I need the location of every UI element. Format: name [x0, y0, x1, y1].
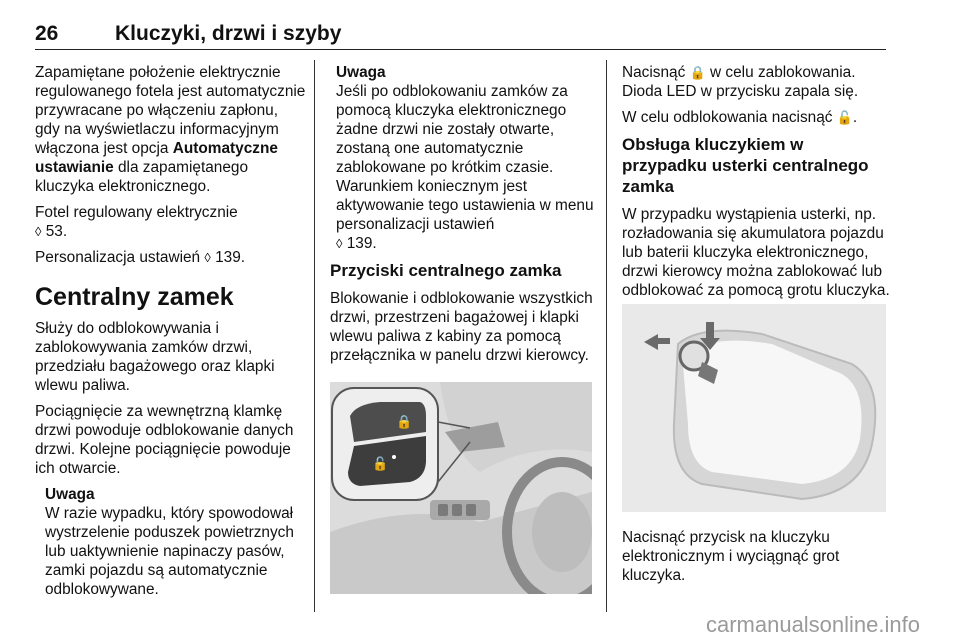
page-ref-link[interactable]: 53. [45, 223, 68, 240]
key-illustration [622, 304, 886, 512]
paragraph-unlock-instruction: W celu odblokowania nacisnąć 🔓. [622, 109, 858, 126]
paragraph-central-lock-buttons: Blokowanie i odblokowanie wszystkich drzwi, przestrzeni bagażowej i klapki wlewu paliwa z kabiny za pomocą przełącznika w panelu drzwi kierowcy. [330, 290, 593, 364]
page-ref-link[interactable]: 139. [346, 235, 377, 252]
page-ref-link[interactable]: 139. [215, 249, 246, 266]
paragraph-purpose: Służy do odblokowywania i zablokowywania zamków drzwi, przedziału bagażowego oraz klapki wlewu paliwa. [35, 320, 275, 394]
setting-name: Automatyczne ustawianie [35, 140, 278, 176]
column-2 [330, 63, 598, 372]
page-ref-icon: ◊ [35, 224, 42, 239]
note-box [35, 485, 307, 599]
paragraph-personalization-ref: Personalizacja ustawień ◊ 139. [35, 249, 246, 266]
header-rule [35, 49, 886, 50]
door-panel-illustration [330, 382, 592, 594]
page-ref-icon: ◊ [336, 236, 343, 251]
paragraph-memory-seat: Zapamiętane położenie elektrycznie regulowanego fotela jest automatycznie przywracane po włączeniu zapłonu, gdy na wyświetlaczu informacyjnym włączona jest opcja Automatyczne ustawianie dla zapamiętanego kluczyka elektronicznego. [35, 64, 306, 195]
key-drawing [622, 304, 886, 512]
section-heading: Centralny zamek [35, 283, 234, 311]
page-number: 26 [35, 22, 59, 45]
note-title: Uwaga [336, 64, 386, 81]
paragraph-key-fault: W przypadku wystąpienia usterki, np. rozładowania się akumulatora pojazdu lub baterii kluczyka elektronicznego, drzwi kierowcy można zablokować lub odblokować za pomocą grotu kluczyka. [622, 206, 890, 299]
column-3-caption [622, 528, 890, 592]
note-text: Jeśli po odblokowaniu zamków za pomocą kluczyka elektronicznego żadne drzwi nie zostały otwarte, zostaną one automatycznie zablokowane po krótkim czasie. Warunkiem koniecznym jest aktywowanie tego ustawienia w menu personalizacji ustawień ◊ 139. [336, 83, 594, 252]
page-header [35, 22, 885, 50]
note-title: Uwaga [45, 486, 95, 503]
column-3 [622, 63, 890, 307]
paragraph-lock-instruction: Nacisnąć 🔒 w celu zablokowania. Dioda LED w przycisku zapala się. [622, 64, 859, 100]
running-title: Kluczyki, drzwi i szyby [115, 22, 342, 45]
note-text: W razie wypadku, który spowodował wystrzelenie poduszek powietrznych lub uaktywnienie napinaczy pasów, zamki pojazdu są automatycznie odblokowywane. [45, 505, 294, 598]
lock-icon: 🔒 [689, 65, 706, 80]
svg-text:🔓: 🔓 [372, 457, 389, 472]
paragraph-seat-ref: Fotel regulowany elektrycznie ◊ 53. [35, 204, 238, 240]
column-divider-1 [314, 60, 315, 612]
svg-text:🔒: 🔒 [396, 415, 413, 430]
door-panel-drawing [330, 382, 592, 594]
column-divider-2 [606, 60, 607, 612]
watermark: carmanualsonline.info [705, 612, 920, 637]
paragraph-key-blade: Nacisnąć przycisk na kluczyku elektronicznym i wyciągnąć grot kluczyka. [622, 529, 840, 584]
page-ref-icon: ◊ [204, 250, 211, 265]
paragraph-door-handle: Pociągnięcie za wewnętrzną klamkę drzwi powoduje odblokowanie danych drzwi. Kolejne pociągnięcie powoduje ich otwarcie. [35, 403, 294, 477]
subsection-heading: Obsługa kluczykiem w przypadku usterki centralnego zamka [622, 135, 869, 196]
note-box [330, 63, 598, 253]
subsection-heading: Przyciski centralnego zamka [330, 261, 562, 280]
column-1 [35, 63, 307, 606]
unlock-icon: 🔓 [836, 110, 853, 125]
